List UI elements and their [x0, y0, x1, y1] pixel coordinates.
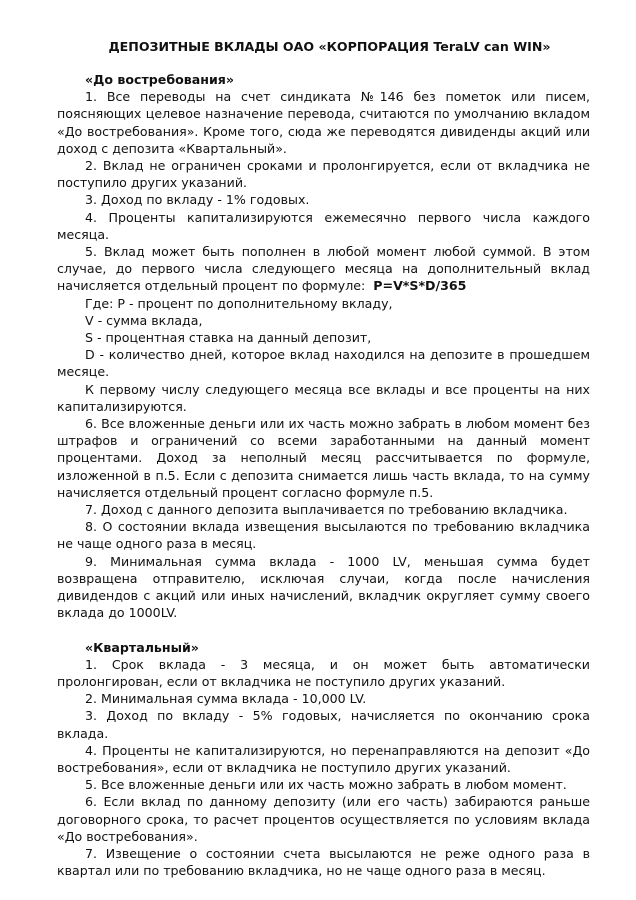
paragraph: 4. Проценты капитализируются ежемесячно первого числа каждого месяца. — [57, 209, 590, 242]
paragraph: 6. Все вложенные деньги или их часть можно забрать в любом момент без штрафов и ограничений со всеми заработанными на данный момент процентами. Доход за неполный месяц рассчитывается по формуле, изложенной в п.5. Если с депозита снимается лишь часть вклада, то на сумму начисляется отдельный процент согласно формуле п.5. — [57, 416, 590, 500]
paragraph: 2. Минимальная сумма вклада - 10,000 LV. — [85, 691, 367, 707]
formula-legend-item: V - сумма вклада, — [85, 312, 203, 328]
paragraph: 4. Проценты не капитализируются, но перенаправляются на депозит «До востребования», если от вкладчика не поступило других указаний. — [57, 742, 590, 775]
formula-legend-item: S - процентная ставка на данный депозит, — [85, 330, 372, 346]
paragraph: 5. Все вложенные деньги или их часть можно забрать в любом момент. — [85, 777, 567, 793]
paragraph: 1. Срок вклада - 3 месяца, и он может быть автоматически пролонгирован, если от вкладчика не поступило других указаний. — [57, 656, 590, 689]
paragraph-text: 5. Вклад может быть пополнен в любой момент любой суммой. В этом случае, до первого числа следующего месяца на дополнительный вклад начисляется отдельный процент по формуле: — [57, 244, 590, 294]
paragraph: 3. Доход по вкладу - 5% годовых, начисляется по окончанию срока вклада. — [57, 708, 590, 741]
paragraph: 3. Доход по вкладу - 1% годовых. — [85, 192, 310, 208]
section-spacer — [57, 622, 590, 639]
section-quarterly — [57, 639, 590, 880]
document-title: ДЕПОЗИТНЫЕ ВКЛАДЫ ОАО «КОРПОРАЦИЯ TeraLV can WIN» — [108, 39, 551, 54]
paragraph: К первому числу следующего месяца все вклады и все проценты на них капитализируются. — [57, 381, 590, 414]
paragraph: 1. Все переводы на счет синдиката №146 без пометок или писем, поясняющих целевое назначение перевода, считаются по умолчанию вкладом «До востребования». Кроме того, сюда же переводятся дивиденды акций или доход с депозита «Квартальный». — [57, 89, 590, 156]
paragraph: 8. О состоянии вклада извещения высылаются по требованию вкладчика не чаще одного раза в месяц. — [57, 519, 590, 552]
interest-formula: P=V*S*D/365 — [373, 278, 467, 294]
paragraph-with-formula — [57, 243, 590, 295]
section-heading: «До востребования» — [85, 72, 234, 87]
formula-legend-item: D - количество дней, которое вклад находился на депозите в прошедшем месяце. — [57, 347, 590, 380]
formula-legend-item: Где: P - процент по дополнительному вкладу, — [85, 295, 393, 311]
paragraph: 6. Если вклад по данному депозиту (или его часть) забираются раньше договорного срока, то расчет процентов осуществляется по условиям вклада «До востребования». — [57, 794, 590, 844]
paragraph: 9. Минимальная сумма вклада - 1000 LV, меньшая сумма будет возвращена отправителю, исключая случаи, когда после начисления дивидендов с акций или иных начислений, вкладчик округляет сумму своего вклада до 1000LV. — [57, 553, 590, 621]
section-heading: «Квартальный» — [85, 639, 199, 655]
section-demand — [57, 71, 590, 622]
paragraph: 7. Извещение о состоянии счета высылаются не реже одного раза в квартал или по требованию вкладчика, но не чаще одного раза в месяц. — [57, 845, 590, 879]
paragraph: 2. Вклад не ограничен сроками и пролонгируется, если от вкладчика не поступило других указаний. — [57, 158, 590, 191]
paragraph: 7. Доход с данного депозита выплачивается по требованию вкладчика. — [85, 502, 568, 518]
